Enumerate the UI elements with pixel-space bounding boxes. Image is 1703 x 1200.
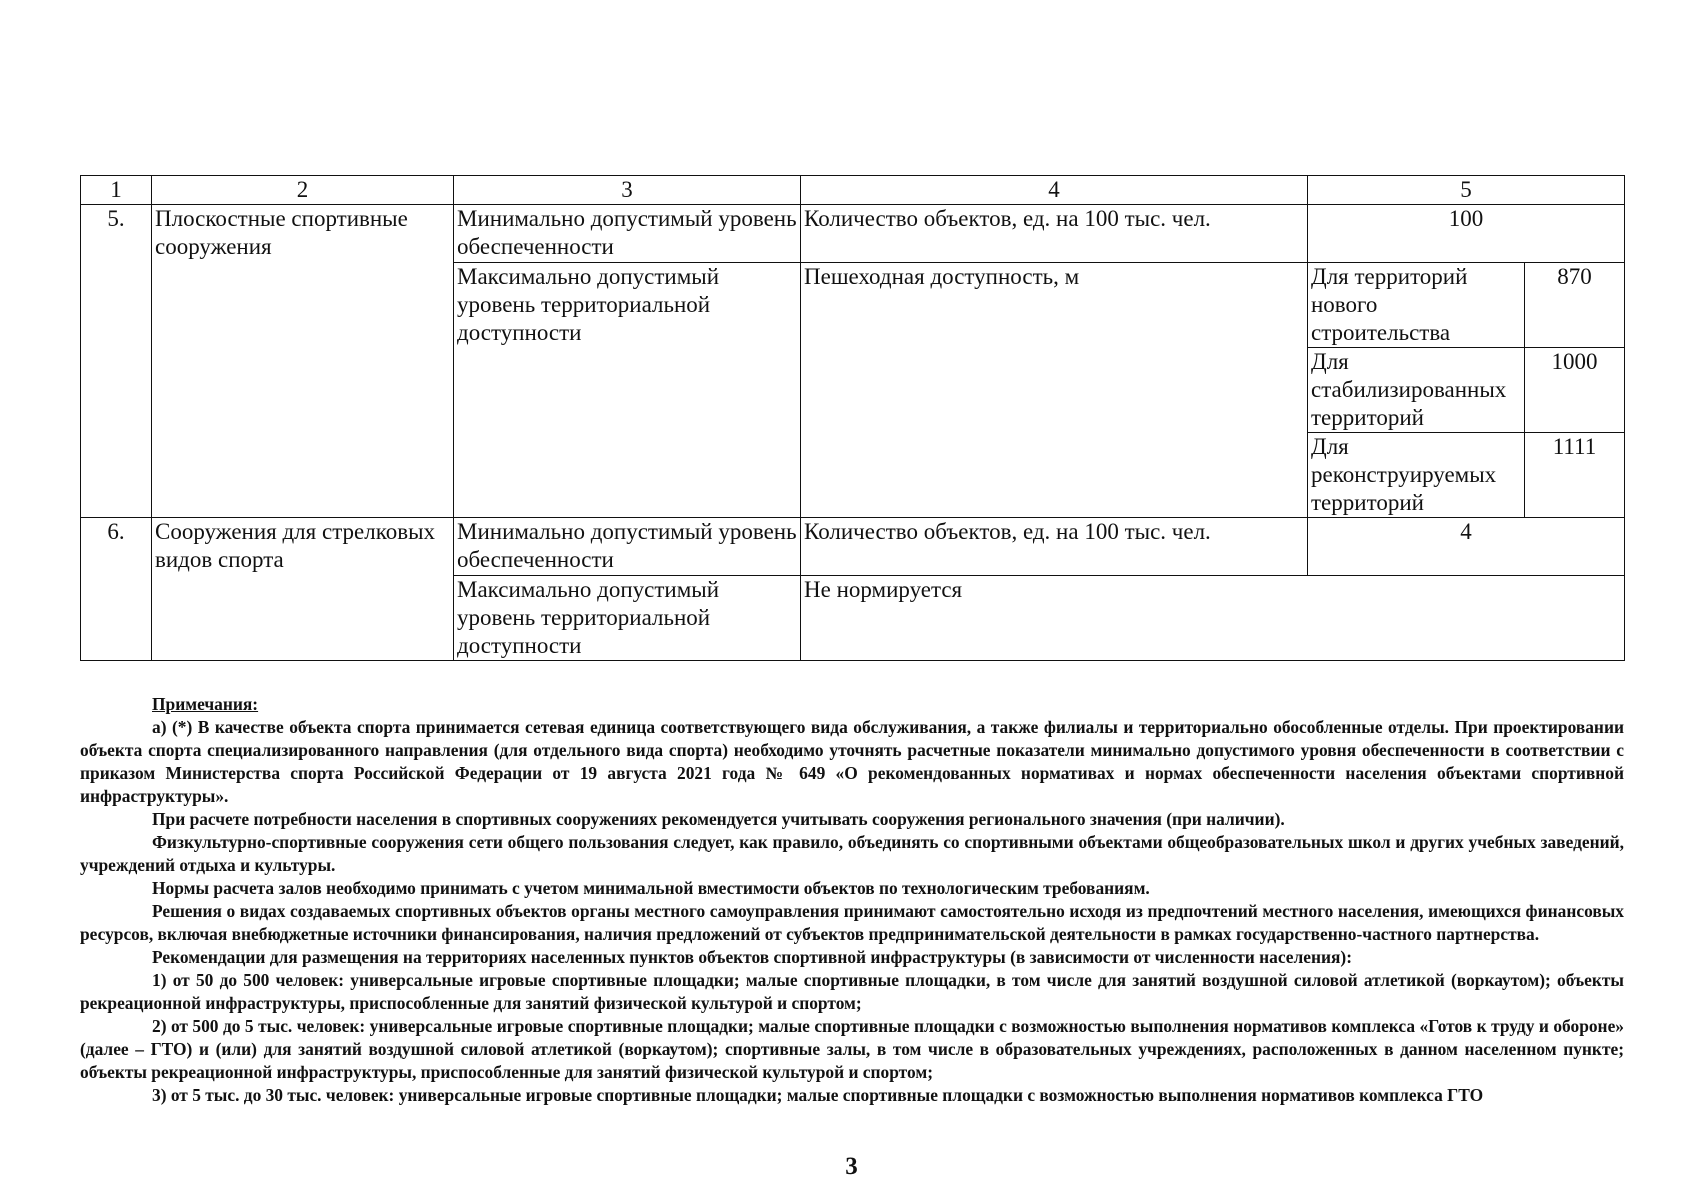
table-header-row [81,176,1625,205]
note-paragraph: 2) от 500 до 5 тыс. человек: универсальные игровые спортивные площадки; малые спортивные площадки с возможностью выполнения нормативов комплекса «Готов к труду и обороне» (далее – ГТО) и (или) для занятий воздушной силовой атлетикой (воркаутом); спортивные залы, в том числе в образовательных учреждениях, расположенных в данном населенном пункте; объекты рекреационной инфраструктуры, приспособленные для занятий физической культурой и спортом; [80,1016,1624,1082]
note-paragraph: Решения о видах создаваемых спортивных объектов органы местного самоуправления принимают самостоятельно исходя из предпочтений местного населения, имеющихся финансовых ресурсов, включая внебюджетные источники финансирования, наличия предложений от субъектов предпринимательской деятельности в рамках государственно-частного партнерства. [80,901,1624,944]
header-cell: 3 [454,176,801,205]
indicator-label: Максимально допустимый уровень территориальной доступности [454,576,801,661]
territory-type: Для стабилизированных территорий [1308,348,1525,433]
row-number: 5. [81,205,152,518]
facility-name: Плоскостные спортивные сооружения [152,205,454,518]
indicator-unit: Пешеходная доступность, м [801,263,1308,518]
territory-value: 870 [1525,263,1625,348]
norms-table [80,175,1625,661]
facility-name: Сооружения для стрелковых видов спорта [152,518,454,661]
indicator-unit: Количество объектов, ед. на 100 тыс. чел. [801,518,1308,576]
header-cell: 5 [1308,176,1625,205]
territory-value: 1000 [1525,348,1625,433]
territory-type: Для территорий нового строительства [1308,263,1525,348]
table-row [81,205,1625,263]
note-paragraph: Рекомендации для размещения на территориях населенных пунктов объектов спортивной инфраструктуры (в зависимости от численности населения): [152,947,1353,967]
note-paragraph: 1) от 50 до 500 человек: универсальные игровые спортивные площадки; малые спортивные площадки, в том числе для занятий воздушной силовой атлетикой (воркаутом); объекты рекреационной инфраструктуры, приспособленные для занятий физической культурой и спортом; [80,970,1624,1013]
note-paragraph: Нормы расчета залов необходимо принимать с учетом минимальной вместимости объектов по технологическим требованиям. [152,878,1150,898]
indicator-label: Максимально допустимый уровень территориальной доступности [454,263,801,518]
notes-section [80,693,1624,1107]
note-paragraph: 3) от 5 тыс. до 30 тыс. человек: универсальные игровые спортивные площадки; малые спортивные площадки с возможностью выполнения нормативов комплекса ГТО [152,1085,1484,1105]
notes-title: Примечания: [152,694,259,714]
note-paragraph: а) (*) В качестве объекта спорта принимается сетевая единица соответствующего вида обслуживания, а также филиалы и территориально обособленные отделы. При проектировании объекта спорта специализированного направления (для отдельного вида спорта) необходимо уточнять расчетные показатели минимально допустимого уровня обеспеченности в соответствии с приказом Министерства спорта Российской Федерации от 19 августа 2021 года № 649 «О рекомендованных нормативах и нормах обеспеченности населения объектами спортивной инфраструктуры». [80,717,1624,806]
indicator-label: Минимально допустимый уровень обеспеченности [454,518,801,576]
indicator-value: 4 [1308,518,1625,576]
indicator-unit: Количество объектов, ед. на 100 тыс. чел. [801,205,1308,263]
indicator-value: Не нормируется [801,576,1625,661]
row-number: 6. [81,518,152,661]
indicator-value: 100 [1308,205,1625,263]
indicator-label: Минимально допустимый уровень обеспеченности [454,205,801,263]
note-paragraph: При расчете потребности населения в спортивных сооружениях рекомендуется учитывать сооружения регионального значения (при наличии). [152,809,1285,829]
header-cell: 1 [81,176,152,205]
note-paragraph: Физкультурно-спортивные сооружения сети общего пользования следует, как правило, объединять со спортивными объектами общеобразовательных школ и других учебных заведений, учреждений отдыха и культуры. [80,832,1624,875]
header-cell: 2 [152,176,454,205]
territory-value: 1111 [1525,433,1625,518]
page-number: 3 [845,1153,858,1180]
header-cell: 4 [801,176,1308,205]
table-row [81,518,1625,576]
territory-type: Для реконструируемых территорий [1308,433,1525,518]
